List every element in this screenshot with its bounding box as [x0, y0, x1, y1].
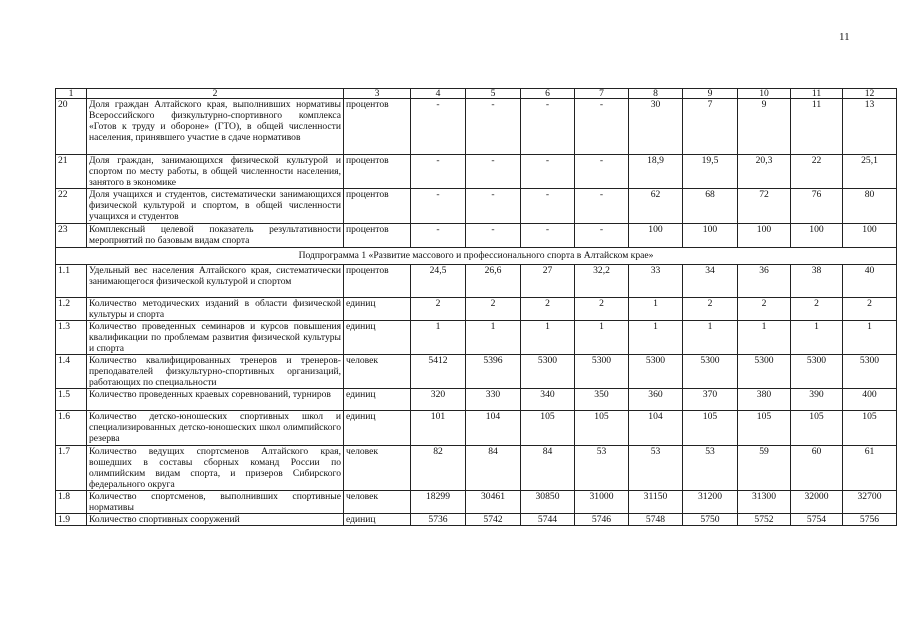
- value-cell: -: [466, 189, 521, 224]
- value-cell: 32000: [791, 491, 843, 514]
- value-cell: 9: [738, 99, 791, 155]
- value-cell: 5300: [843, 355, 897, 389]
- value-cell: 80: [843, 189, 897, 224]
- indicator-name: Количество проведенных краевых соревнований, турниров: [87, 389, 344, 411]
- value-cell: 30850: [521, 491, 575, 514]
- table-row: [56, 355, 897, 389]
- value-cell: 5300: [791, 355, 843, 389]
- value-cell: 1: [466, 321, 521, 355]
- table-row: [56, 298, 897, 321]
- value-cell: 5300: [683, 355, 738, 389]
- indicator-name: Количество спортсменов, выполнивших спортивные нормативы: [87, 491, 344, 514]
- unit-cell: единиц: [344, 514, 411, 526]
- value-cell: 5742: [466, 514, 521, 526]
- value-cell: 1: [521, 321, 575, 355]
- value-cell: 5300: [738, 355, 791, 389]
- indicators-table: [55, 88, 897, 526]
- value-cell: -: [466, 99, 521, 155]
- value-cell: 60: [791, 446, 843, 491]
- value-cell: 5412: [411, 355, 466, 389]
- column-number-row: [56, 89, 897, 99]
- value-cell: 5754: [791, 514, 843, 526]
- value-cell: 2: [683, 298, 738, 321]
- value-cell: -: [521, 155, 575, 189]
- value-cell: 5744: [521, 514, 575, 526]
- column-number-cell: 9: [683, 89, 738, 99]
- unit-cell: человек: [344, 355, 411, 389]
- value-cell: 31000: [575, 491, 629, 514]
- column-number-cell: 2: [87, 89, 344, 99]
- unit-cell: процентов: [344, 155, 411, 189]
- unit-cell: человек: [344, 491, 411, 514]
- table-row: [56, 189, 897, 224]
- table-row: [56, 446, 897, 491]
- value-cell: 380: [738, 389, 791, 411]
- value-cell: 2: [466, 298, 521, 321]
- unit-cell: человек: [344, 446, 411, 491]
- indicator-name: Количество ведущих спортсменов Алтайского края, вошедших в составы сборных команд России по олимпийским видам спорта, и призеров Сибирского федерального округа: [87, 446, 344, 491]
- value-cell: -: [411, 99, 466, 155]
- value-cell: -: [575, 189, 629, 224]
- row-number: 1.8: [56, 491, 87, 514]
- unit-cell: единиц: [344, 411, 411, 446]
- value-cell: 5300: [521, 355, 575, 389]
- value-cell: -: [575, 99, 629, 155]
- subprogram-title: Подпрограмма 1 «Развитие массового и профессионального спорта в Алтайском крае»: [56, 248, 897, 265]
- value-cell: 1: [791, 321, 843, 355]
- table-row: [56, 224, 897, 248]
- value-cell: 68: [683, 189, 738, 224]
- value-cell: 1: [843, 321, 897, 355]
- indicator-name: Количество квалифицированных тренеров и тренеров-преподавателей физкультурно-спортивных организаций, работающих по специальности: [87, 355, 344, 389]
- table-row: [56, 411, 897, 446]
- indicator-name: Доля граждан Алтайского края, выполнивших нормативы Всероссийского физкультурно-спортивного комплекса «Готов к труду и обороне» (ГТО), в общей численности населения, принявшего участие в сдаче нормативов: [87, 99, 344, 155]
- value-cell: 53: [629, 446, 683, 491]
- column-number-cell: 4: [411, 89, 466, 99]
- value-cell: 76: [791, 189, 843, 224]
- indicator-name: Количество проведенных семинаров и курсов повышения квалификации по проблемам развития физической культуры и спорта: [87, 321, 344, 355]
- column-number-cell: 7: [575, 89, 629, 99]
- unit-cell: процентов: [344, 265, 411, 298]
- value-cell: 19,5: [683, 155, 738, 189]
- column-number-cell: 5: [466, 89, 521, 99]
- value-cell: 11: [791, 99, 843, 155]
- value-cell: 62: [629, 189, 683, 224]
- value-cell: 101: [411, 411, 466, 446]
- value-cell: 33: [629, 265, 683, 298]
- value-cell: 100: [843, 224, 897, 248]
- value-cell: 18,9: [629, 155, 683, 189]
- value-cell: 7: [683, 99, 738, 155]
- unit-cell: процентов: [344, 189, 411, 224]
- table-row: [56, 99, 897, 155]
- indicator-name: Количество спортивных сооружений: [87, 514, 344, 526]
- value-cell: 2: [738, 298, 791, 321]
- row-number: 23: [56, 224, 87, 248]
- value-cell: -: [521, 99, 575, 155]
- value-cell: 1: [629, 298, 683, 321]
- value-cell: 26,6: [466, 265, 521, 298]
- value-cell: -: [521, 189, 575, 224]
- column-number-cell: 10: [738, 89, 791, 99]
- value-cell: 38: [791, 265, 843, 298]
- row-number: 1.3: [56, 321, 87, 355]
- value-cell: 84: [466, 446, 521, 491]
- unit-cell: процентов: [344, 99, 411, 155]
- value-cell: 1: [738, 321, 791, 355]
- value-cell: 30461: [466, 491, 521, 514]
- column-number-cell: 1: [56, 89, 87, 99]
- indicator-name: Количество детско-юношеских спортивных школ и специализированных детско-юношеских школ олимпийского резерва: [87, 411, 344, 446]
- value-cell: 82: [411, 446, 466, 491]
- value-cell: 25,1: [843, 155, 897, 189]
- value-cell: 2: [575, 298, 629, 321]
- indicator-name: Доля учащихся и студентов, систематически занимающихся физической культурой и спортом, в общей численности учащихся и студентов: [87, 189, 344, 224]
- page-number: 11: [839, 31, 850, 43]
- value-cell: 105: [575, 411, 629, 446]
- value-cell: 320: [411, 389, 466, 411]
- table-row: [56, 389, 897, 411]
- value-cell: 105: [683, 411, 738, 446]
- value-cell: 1: [629, 321, 683, 355]
- indicator-name: Количество методических изданий в области физической культуры и спорта: [87, 298, 344, 321]
- table-body: [56, 89, 897, 526]
- column-number-cell: 12: [843, 89, 897, 99]
- value-cell: -: [466, 224, 521, 248]
- value-cell: 34: [683, 265, 738, 298]
- value-cell: 104: [466, 411, 521, 446]
- value-cell: 5396: [466, 355, 521, 389]
- value-cell: 36: [738, 265, 791, 298]
- value-cell: 72: [738, 189, 791, 224]
- value-cell: -: [521, 224, 575, 248]
- unit-cell: процентов: [344, 224, 411, 248]
- value-cell: 104: [629, 411, 683, 446]
- table-row: [56, 514, 897, 526]
- value-cell: 61: [843, 446, 897, 491]
- value-cell: 390: [791, 389, 843, 411]
- value-cell: 31200: [683, 491, 738, 514]
- value-cell: 105: [521, 411, 575, 446]
- value-cell: 53: [683, 446, 738, 491]
- value-cell: 100: [791, 224, 843, 248]
- value-cell: -: [411, 189, 466, 224]
- value-cell: 31150: [629, 491, 683, 514]
- row-number: 22: [56, 189, 87, 224]
- value-cell: 2: [411, 298, 466, 321]
- value-cell: 105: [738, 411, 791, 446]
- column-number-cell: 8: [629, 89, 683, 99]
- value-cell: 13: [843, 99, 897, 155]
- table-row: [56, 491, 897, 514]
- row-number: 1.4: [56, 355, 87, 389]
- value-cell: 370: [683, 389, 738, 411]
- value-cell: -: [575, 224, 629, 248]
- column-number-cell: 6: [521, 89, 575, 99]
- value-cell: -: [411, 224, 466, 248]
- value-cell: -: [575, 155, 629, 189]
- value-cell: 100: [738, 224, 791, 248]
- indicator-name: Удельный вес населения Алтайского края, систематически занимающегося физической культурой и спортом: [87, 265, 344, 298]
- value-cell: 1: [411, 321, 466, 355]
- value-cell: 2: [791, 298, 843, 321]
- value-cell: 330: [466, 389, 521, 411]
- indicator-name: Комплексный целевой показатель результативности мероприятий по базовым видам спорта: [87, 224, 344, 248]
- value-cell: 105: [843, 411, 897, 446]
- row-number: 1.2: [56, 298, 87, 321]
- indicator-name: Доля граждан, занимающихся физической культурой и спортом по месту работы, в общей численности населения, занятого в экономике: [87, 155, 344, 189]
- value-cell: 32,2: [575, 265, 629, 298]
- row-number: 1.9: [56, 514, 87, 526]
- unit-cell: единиц: [344, 389, 411, 411]
- row-number: 1.6: [56, 411, 87, 446]
- value-cell: 32700: [843, 491, 897, 514]
- value-cell: 5746: [575, 514, 629, 526]
- column-number-cell: 11: [791, 89, 843, 99]
- subprogram-row: [56, 248, 897, 265]
- value-cell: 24,5: [411, 265, 466, 298]
- value-cell: -: [466, 155, 521, 189]
- value-cell: 59: [738, 446, 791, 491]
- value-cell: 5756: [843, 514, 897, 526]
- row-number: 1.5: [56, 389, 87, 411]
- value-cell: 340: [521, 389, 575, 411]
- value-cell: 84: [521, 446, 575, 491]
- value-cell: 31300: [738, 491, 791, 514]
- row-number: 20: [56, 99, 87, 155]
- value-cell: 5750: [683, 514, 738, 526]
- row-number: 1.7: [56, 446, 87, 491]
- value-cell: 22: [791, 155, 843, 189]
- value-cell: 53: [575, 446, 629, 491]
- value-cell: 27: [521, 265, 575, 298]
- table-row: [56, 321, 897, 355]
- value-cell: 360: [629, 389, 683, 411]
- row-number: 1.1: [56, 265, 87, 298]
- value-cell: 1: [683, 321, 738, 355]
- table-row: [56, 155, 897, 189]
- row-number: 21: [56, 155, 87, 189]
- value-cell: 2: [843, 298, 897, 321]
- value-cell: 1: [575, 321, 629, 355]
- value-cell: 5752: [738, 514, 791, 526]
- value-cell: 5300: [575, 355, 629, 389]
- table-row: [56, 265, 897, 298]
- unit-cell: единиц: [344, 298, 411, 321]
- value-cell: 100: [683, 224, 738, 248]
- value-cell: 30: [629, 99, 683, 155]
- value-cell: 18299: [411, 491, 466, 514]
- value-cell: 5736: [411, 514, 466, 526]
- value-cell: 100: [629, 224, 683, 248]
- value-cell: 5748: [629, 514, 683, 526]
- value-cell: 40: [843, 265, 897, 298]
- value-cell: 350: [575, 389, 629, 411]
- value-cell: 5300: [629, 355, 683, 389]
- value-cell: 400: [843, 389, 897, 411]
- column-number-cell: 3: [344, 89, 411, 99]
- value-cell: -: [411, 155, 466, 189]
- value-cell: 2: [521, 298, 575, 321]
- unit-cell: единиц: [344, 321, 411, 355]
- value-cell: 20,3: [738, 155, 791, 189]
- value-cell: 105: [791, 411, 843, 446]
